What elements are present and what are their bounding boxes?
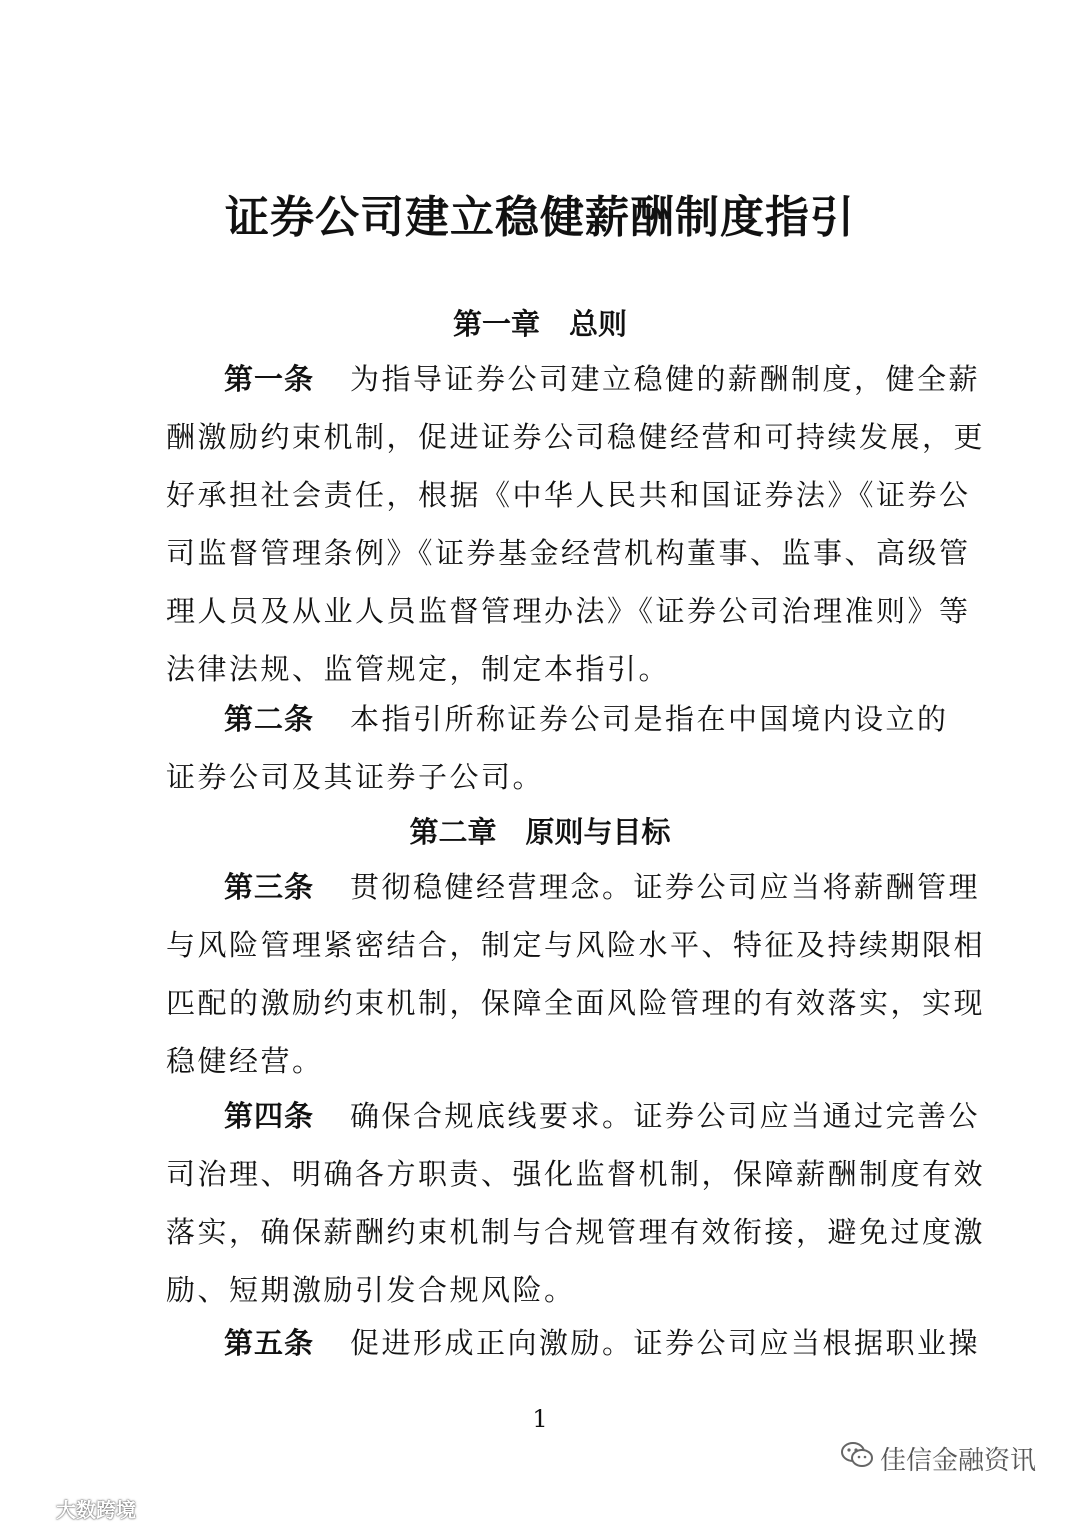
article-3-text-1: 贯彻稳健经营理念。证券公司应当将薪酬管理 (350, 870, 981, 904)
article-1-line-2: 酬激励约束机制，促进证券公司稳健经营和可持续发展，更 (166, 420, 986, 454)
wechat-watermark-text: 佳信金融资讯 (880, 1446, 1037, 1476)
article-1-line-1 (166, 350, 981, 408)
article-4-line-3: 落实，确保薪酬约束机制与合规管理有效衔接，避免过度激 (166, 1215, 986, 1249)
article-3-line-3: 匹配的激励约束机制，保障全面风险管理的有效落实，实现 (166, 986, 986, 1020)
article-2-label: 第二条 (224, 702, 315, 736)
article-3-line-2: 与风险管理紧密结合，制定与风险水平、特征及持续期限相 (166, 928, 986, 962)
article-3 (166, 858, 986, 1090)
article-3-label: 第三条 (224, 870, 315, 904)
article-5-text-1: 促进形成正向激励。证券公司应当根据职业操 (350, 1326, 981, 1360)
article-2-text-1: 本指引所称证券公司是指在中国境内设立的 (350, 702, 949, 736)
document-title: 证券公司建立稳健薪酬制度指引 (225, 192, 855, 243)
wechat-icon (840, 1440, 874, 1477)
article-3-line-1 (166, 858, 981, 916)
article-4-line-1 (166, 1087, 981, 1145)
article-1-text-1: 为指导证券公司建立稳健的薪酬制度，健全薪 (350, 362, 981, 396)
article-2-line-1 (166, 690, 949, 748)
dashuju-watermark-text: 大数跨境 (56, 1498, 136, 1522)
article-4-label: 第四条 (224, 1099, 315, 1133)
article-1-label: 第一条 (224, 362, 315, 396)
article-1-line-3: 好承担社会责任，根据《中华人民共和国证券法》《证券公 (166, 478, 971, 512)
article-1-line-5: 理人员及从业人员监督管理办法》《证券公司治理准则》等 (166, 594, 971, 628)
article-2-line-2: 证券公司及其证券子公司。 (166, 760, 545, 794)
article-1-line-6: 法律法规、监管规定，制定本指引。 (166, 652, 671, 686)
dashuju-watermark (6, 1494, 136, 1523)
dashuju-logo-icon (6, 1494, 50, 1523)
article-4 (166, 1087, 986, 1319)
page-number: 1 (532, 1405, 548, 1433)
article-1-line-4: 司监督管理条例》《证券基金经营机构董事、监事、高级管 (166, 536, 971, 570)
article-4-line-4: 励、短期激励引发合规风险。 (166, 1273, 576, 1307)
wechat-watermark (840, 1440, 1036, 1477)
article-5 (166, 1314, 981, 1372)
article-4-text-1: 确保合规底线要求。证券公司应当通过完善公 (350, 1099, 981, 1133)
article-2 (166, 690, 949, 806)
article-4-line-2: 司治理、明确各方职责、强化监督机制，保障薪酬制度有效 (166, 1157, 986, 1191)
article-5-label: 第五条 (224, 1326, 315, 1360)
chapter-heading-2: 第二章 原则与目标 (409, 815, 671, 849)
article-3-line-4: 稳健经营。 (166, 1044, 324, 1078)
article-5-line-1 (166, 1314, 981, 1372)
chapter-heading-1: 第一章 总则 (452, 307, 627, 341)
article-1 (166, 350, 986, 698)
